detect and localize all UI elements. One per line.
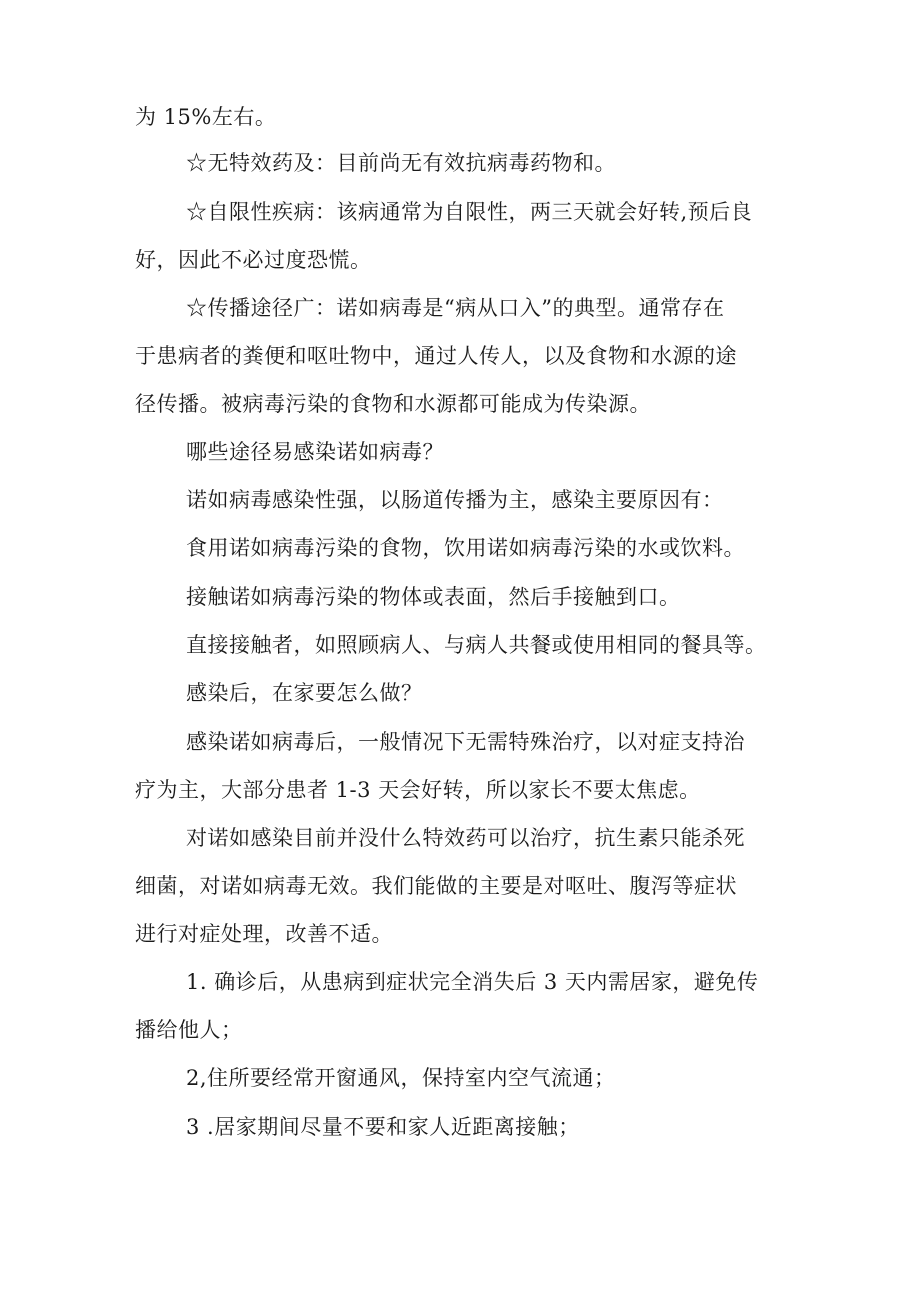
text-line: 诺如病毒感染性强，以肠道传播为主，感染主要原因有： bbox=[186, 488, 724, 512]
text-line: 播给他人； bbox=[135, 1018, 243, 1042]
text-line: 径传播。被病毒污染的食物和水源都可能成为传染源。 bbox=[135, 392, 651, 416]
text-line: 进行对症处理，改善不适。 bbox=[135, 922, 393, 946]
text-line: 接触诺如病毒污染的物体或表面，然后手接触到口。 bbox=[186, 585, 681, 609]
text-line: ☆无特效药及：目前尚无有效抗病毒药物和。 bbox=[186, 151, 616, 175]
text-line: 直接接触者，如照顾病人、与病人共餐或使用相同的餐具等。 bbox=[186, 633, 767, 657]
text-line: 疗为主，大部分患者 1-3 天会好转，所以家长不要太焦虑。 bbox=[135, 778, 701, 802]
text-line: 好，因此不必过度恐慌。 bbox=[135, 248, 372, 272]
text-line: 1. 确诊后，从患病到症状完全消失后 3 天内需居家，避免传 bbox=[186, 970, 759, 994]
text-line: 细菌，对诺如病毒无效。我们能做的主要是对呕吐、腹泻等症状 bbox=[135, 874, 737, 898]
text-line: 感染后，在家要怎么做？ bbox=[186, 681, 423, 705]
text-line: 食用诺如病毒污染的食物，饮用诺如病毒污染的水或饮料。 bbox=[186, 536, 745, 560]
text-line: 3 .居家期间尽量不要和家人近距离接触； bbox=[186, 1115, 580, 1139]
text-line: ☆传播途径广：诺如病毒是“病从口入”的典型。通常存在 bbox=[186, 296, 725, 320]
text-line: 2,住所要经常开窗通风，保持室内空气流通； bbox=[186, 1066, 616, 1090]
text-line: 于患病者的粪便和呕吐物中，通过人传人，以及食物和水源的途 bbox=[135, 344, 737, 368]
text-line: 为 15%左右。 bbox=[135, 105, 277, 129]
text-line: 对诺如感染目前并没什么特效药可以治疗，抗生素只能杀死 bbox=[186, 826, 745, 850]
text-line: ☆自限性疾病：该病通常为自限性，两三天就会好转,预后良 bbox=[186, 200, 753, 224]
text-line: 感染诺如病毒后，一般情况下无需特殊治疗，以对症支持治 bbox=[186, 730, 745, 754]
text-line: 哪些途径易感染诺如病毒？ bbox=[186, 440, 444, 464]
